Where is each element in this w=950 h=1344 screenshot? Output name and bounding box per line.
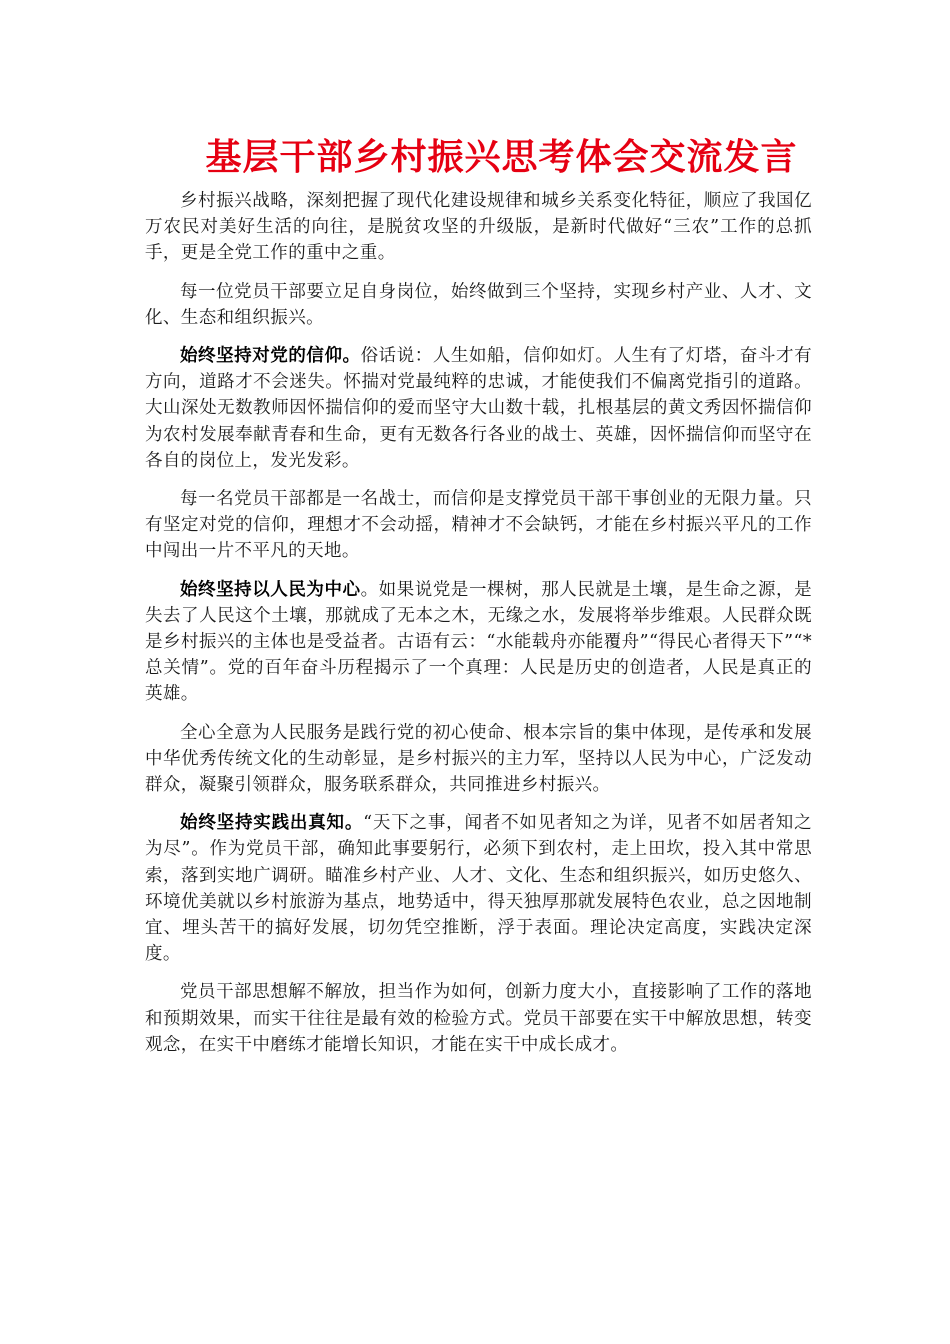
paragraph-1	[145, 188, 812, 267]
paragraph-5-text: 。如果说党是一棵树，那人民就是土壤，是生命之源，是失去了人民这个土壤，那就成了无本之木，无缘之水，发展将举步维艰。人民群众既是乡村振兴的主体也是受益者。古语有云：“水能载舟亦能覆舟”“得民心者得天下”“*总关情”。党的百年奋斗历程揭示了一个真理：人民是历史的创造者，人民是真正的英雄。	[145, 579, 813, 705]
paragraph-7-text: “天下之事，闻者不如见者知之为详，见者不如居者知之为尽”。作为党员干部，确知此事要躬行，必须下到农村，走上田坎，投入其中常思索，落到实地广调研。瞄准乡村产业、人才、文化、生态和组织振兴，如历史悠久、环境优美就以乡村旅游为基点，地势适中，得天独厚那就发展特色农业，总之因地制宜、埋头苦干的搞好发展，切勿凭空推断，浮于表面。理论决定高度，实践决定深度。	[145, 813, 813, 965]
paragraph-6-text: 全心全意为人民服务是践行党的初心使命、根本宗旨的集中体现，是传承和发展中华优秀传统文化的生动彰显，是乡村振兴的主力军，坚持以人民为中心，广泛发动群众，凝聚引领群众，服务联系群众，共同推进乡村振兴。	[145, 722, 812, 796]
paragraph-1-text: 乡村振兴战略，深刻把握了现代化建设规律和城乡关系变化特征，顺应了我国亿万农民对美好生活的向往，是脱贫攻坚的升级版，是新时代做好“三农”工作的总抓手，更是全党工作的重中之重。	[145, 191, 812, 264]
paragraph-2-text: 每一位党员干部要立足自身岗位，始终做到三个坚持，实现乡村产业、人才、文化、生态和组织振兴。	[145, 281, 812, 328]
paragraph-3-text: 俗话说：人生如船，信仰如灯。人生有了灯塔，奋斗才有方向，道路才不会迷失。怀揣对党最纯粹的忠诚，才能使我们不偏离党指引的道路。大山深处无数教师因怀揣信仰的爱而坚守大山数十载，扎根基层的黄文秀因怀揣信仰为农村发展奉献青春和生命，更有无数各行各业的战士、英雄，因怀揣信仰而坚守在各自的岗位上，发光发彩。	[145, 346, 813, 471]
paragraph-5-lead: 始终坚持以人民为中心	[180, 579, 361, 600]
document-title: 基层干部乡村振兴思考体会交流发言	[205, 136, 798, 178]
paragraph-7-lead: 始终坚持实践出真知。	[180, 813, 364, 834]
paragraph-6	[145, 720, 812, 799]
paragraph-4	[145, 486, 812, 565]
paragraph-8-text: 党员干部思想解不解放，担当作为如何，创新力度大小，直接影响了工作的落地和预期效果，而实干往往是最有效的检验方式。党员干部要在实干中解放思想，转变观念，在实干中磨练才能增长知识，才能在实干中成长成才。	[145, 982, 812, 1055]
document-body	[145, 188, 812, 1070]
paragraph-7	[145, 810, 812, 967]
paragraph-3-lead: 始终坚持对党的信仰。	[180, 346, 361, 367]
paragraph-5	[145, 577, 812, 708]
paragraph-4-text: 每一名党员干部都是一名战士，而信仰是支撑党员干部干事创业的无限力量。只有坚定对党的信仰，理想才不会动摇，精神才不会缺钙，才能在乡村振兴平凡的工作中闯出一片不平凡的天地。	[145, 489, 812, 562]
paragraph-2	[145, 279, 812, 331]
paragraph-3	[145, 343, 812, 474]
paragraph-8	[145, 979, 812, 1058]
